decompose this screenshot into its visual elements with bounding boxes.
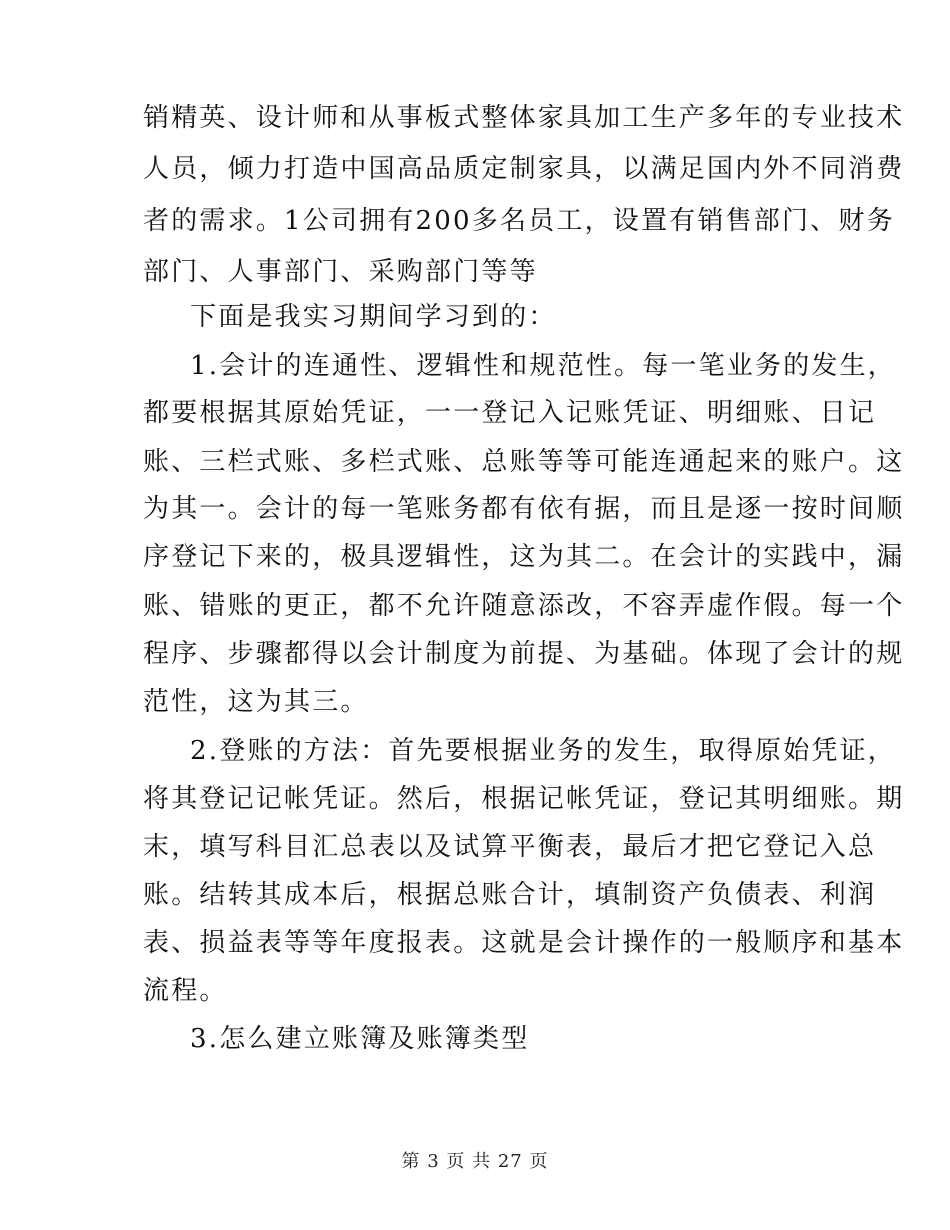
text-line: 范性，这为其三。 bbox=[143, 687, 369, 717]
text-line: 将其登记记帐凭证。然后，根据记帐凭证，登记其明细账。期 bbox=[143, 784, 905, 814]
text-line: 部门、人事部门、采购部门等等 bbox=[143, 257, 538, 287]
text-line: 3.怎么建立账簿及账簿类型 bbox=[190, 1024, 530, 1054]
page-number-footer: 第 3 页 共 27 页 bbox=[401, 1151, 549, 1172]
text-line: 1.会计的连通性、逻辑性和规范性。每一笔业务的发生， bbox=[190, 351, 897, 381]
text-line: 下面是我实习期间学习到的： bbox=[190, 302, 557, 332]
text-line: 程序、步骤都得以会计制度为前提、为基础。体现了会计的规 bbox=[143, 639, 905, 669]
text-line: 账、三栏式账、多栏式账、总账等等可能连通起来的账户。这 bbox=[143, 447, 905, 477]
text-line: 人员，倾力打造中国高品质定制家具，以满足国内外不同消费 bbox=[143, 154, 905, 184]
text-line: 销精英、设计师和从事板式整体家具加工生产多年的专业技术 bbox=[143, 103, 905, 133]
text-line: 2.登账的方法：首先要根据业务的发生，取得原始凭证， bbox=[190, 736, 897, 766]
text-line: 账、错账的更正，都不允许随意添改，不容弄虚作假。每一个 bbox=[143, 591, 905, 621]
text-line: 末，填写科目汇总表以及试算平衡表，最后才把它登记入总 bbox=[143, 832, 877, 862]
text-line: 账。结转其成本后，根据总账合计，填制资产负债表、利润 bbox=[143, 880, 877, 910]
text-line: 者的需求。1公司拥有200多名员工，设置有销售部门、财务 bbox=[143, 206, 895, 236]
text-line: 为其一。会计的每一笔账务都有依有据，而且是逐一按时间顺 bbox=[143, 494, 905, 524]
text-line: 都要根据其原始凭证，一一登记入记账凭证、明细账、日记 bbox=[143, 398, 877, 428]
text-line: 流程。 bbox=[143, 976, 228, 1006]
text-line: 序登记下来的，极具逻辑性，这为其二。在会计的实践中，漏 bbox=[143, 542, 905, 572]
text-line: 表、损益表等等年度报表。这就是会计操作的一般顺序和基本 bbox=[143, 928, 905, 958]
